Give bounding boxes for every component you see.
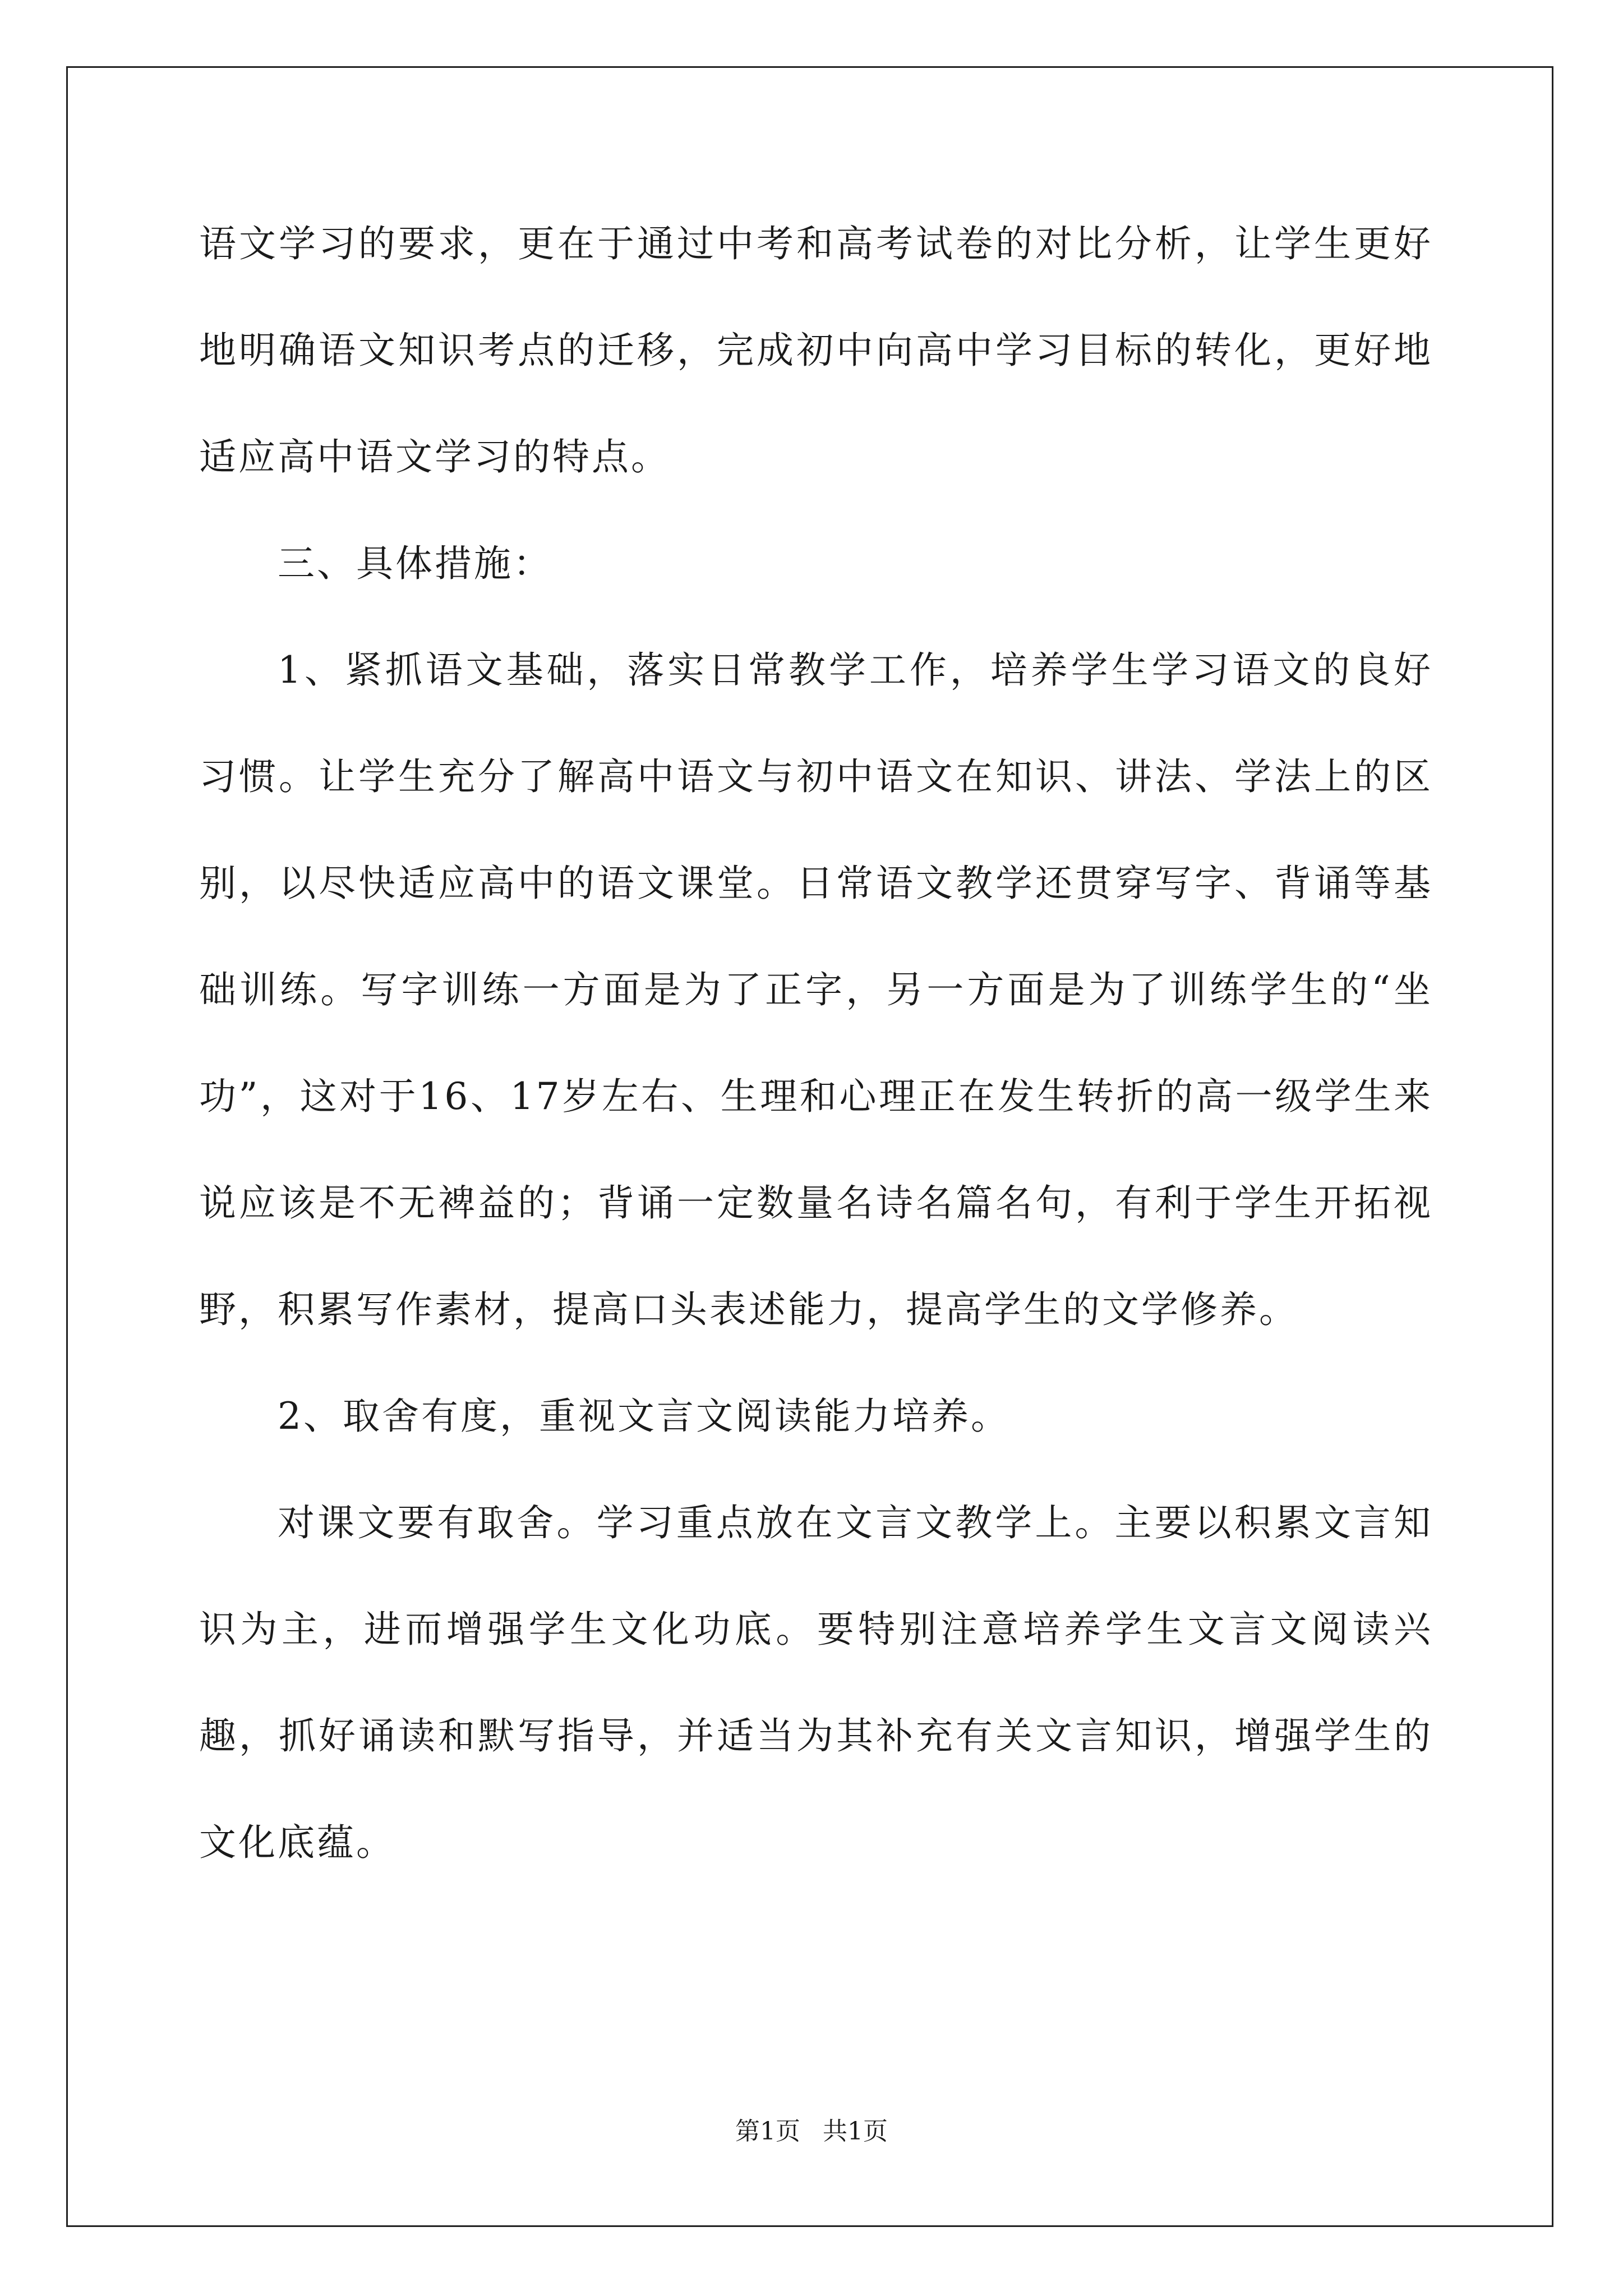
section-heading-measures: 三、具体措施： (278, 542, 552, 585)
paragraph-classical-reading: 对课文要有取舍。学习重点放在文言文教学上。主要以积累文言知识为主，进而增强学生文化功底。要特别注意培养学生文言文阅读兴趣，抓好诵读和默写指导，并适当为其补充有关文言知识，增强学生的文化底蕴。 (199, 1501, 1433, 1864)
paragraph-1: 语文学习的要求，更在于通过中考和高考试卷的对比分析，让学生更好地明确语文知识考点的迁移，完成初中向高中学习目标的转化，更好地适应高中语文学习的特点。 (199, 222, 1433, 478)
paragraph-measure-1: 1、紧抓语文基础，落实日常教学工作，培养学生学习语文的良好习惯。让学生充分了解高中语文与初中语文在知识、讲法、学法上的区别，以尽快适应高中的语文课堂。日常语文教学还贯穿写字、背诵等基础训练。写字训练一方面是为了正字，另一方面是为了训练学生的“坐功”，这对于16、17岁左右、生理和心理正在发生转折的高一级学生来说应该是不无裨益的；背诵一定数量名诗名篇名句，有利于学生开拓视野，积累写作素材，提高口头表述能力，提高学生的文学修养。 (199, 648, 1433, 1331)
document-body (199, 191, 1433, 1896)
page-total: 共1页 (823, 2117, 888, 2146)
page-number: 第1页 (735, 2117, 800, 2146)
paragraph-measure-2: 2、取舍有度，重视文言文阅读能力培养。 (278, 1395, 1010, 1438)
page-footer (0, 2115, 1623, 2148)
